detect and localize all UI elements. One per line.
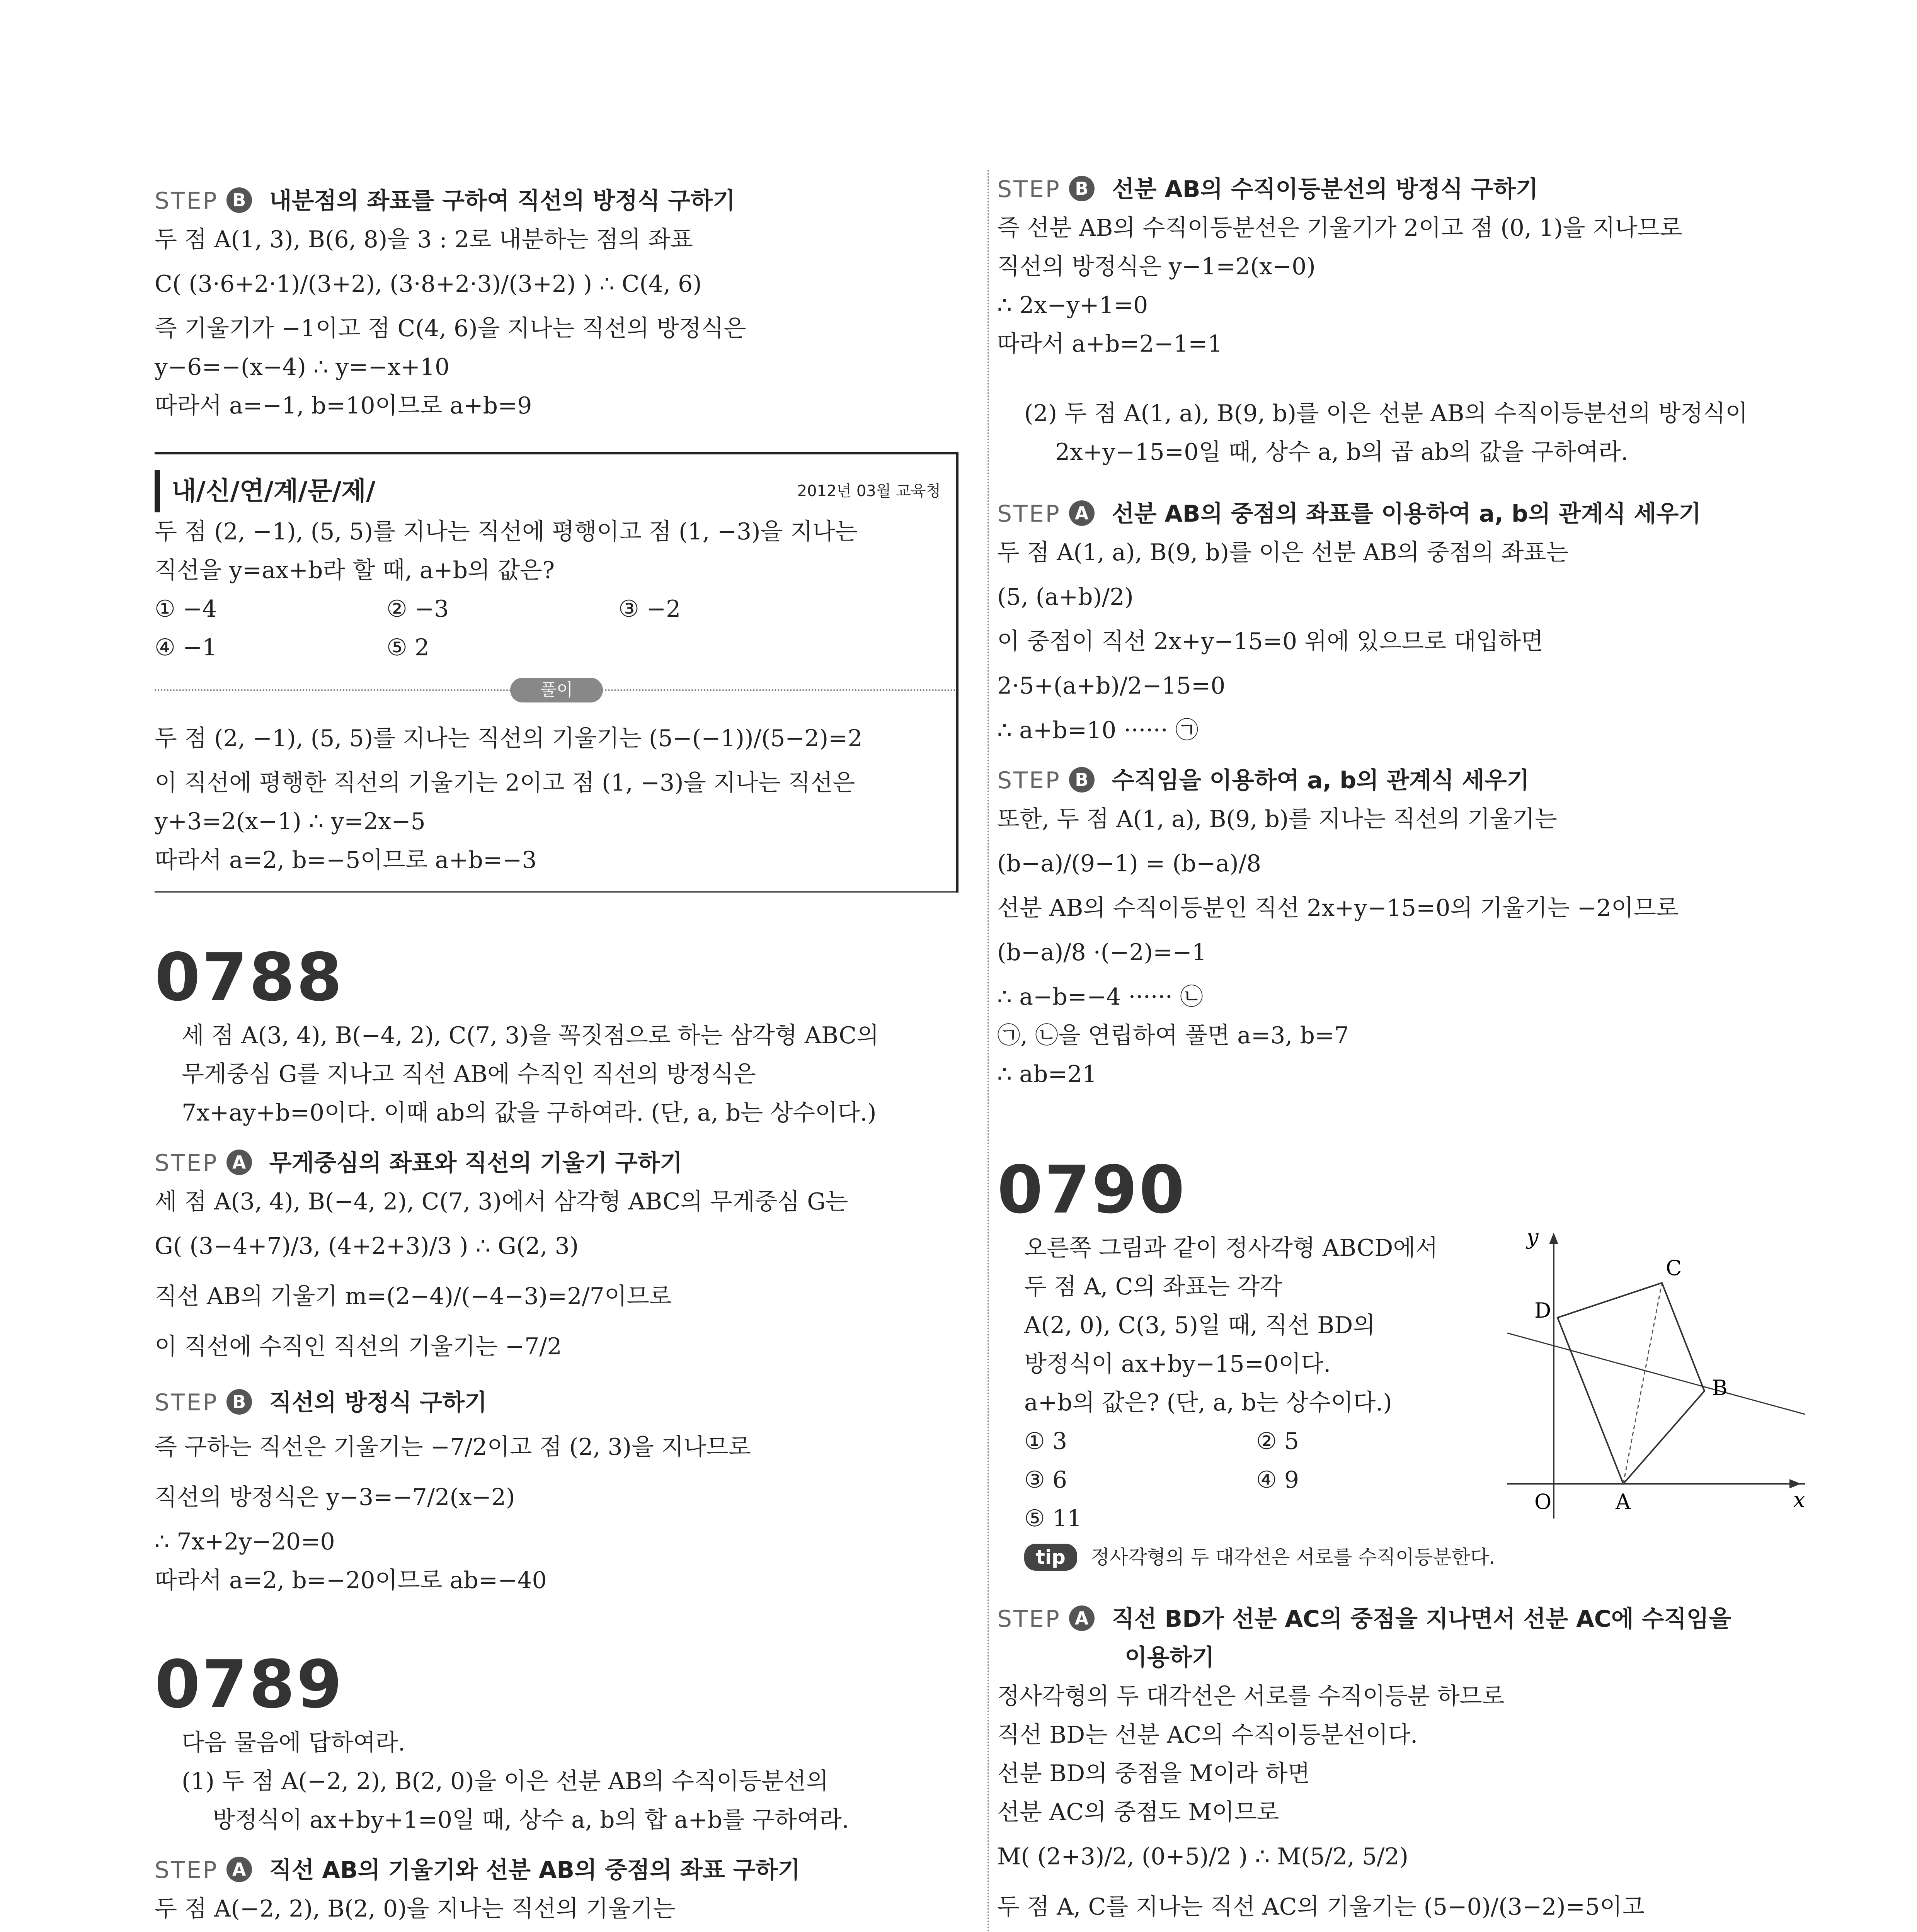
- step-b-heading: [997, 170, 1809, 209]
- text-line: 즉 기울기가 −1이고 점 C(4, 6)을 지나는 직선의 방정식은: [155, 315, 746, 342]
- y-axis-label: y: [1527, 1229, 1539, 1249]
- solution-separator: [155, 667, 956, 713]
- choice: ④ 9: [1256, 1466, 1299, 1493]
- question-line: 7x+ay+b=0이다. 이때 ab의 값을 구하여라. (단, a, b는 상수이다.): [182, 1099, 877, 1126]
- math-line: ∴ a−b=−4 ······ ㉡: [997, 983, 1203, 1010]
- diagonal-ac: [1623, 1283, 1662, 1484]
- choice-row: [155, 628, 956, 667]
- math-line: M( (2+3)/2, (0+5)/2 ) ∴ M(5/2, 5/2): [997, 1843, 1409, 1870]
- step-title: 직선 BD가 선분 AC의 중점을 지나면서 선분 AC에 수직임을: [1112, 1605, 1731, 1633]
- step-tag: STEP: [997, 176, 1061, 203]
- point-a-label: A: [1616, 1490, 1631, 1514]
- step-letter-badge: B: [226, 1389, 252, 1415]
- math-line: ∴ ab=21: [997, 1061, 1097, 1088]
- text-line: 두 점 A(1, 3), B(6, 8)을 3 : 2로 내분하는 점의 좌표: [155, 226, 693, 253]
- step-title: 수직임을 이용하여 a, b의 관계식 세우기: [1112, 767, 1529, 794]
- line-bd: [1507, 1333, 1805, 1414]
- step-title: 직선 AB의 기울기와 선분 AB의 중점의 좌표 구하기: [269, 1857, 800, 1884]
- step-title: 선분 AB의 중점의 좌표를 이용하여 a, b의 관계식 세우기: [1112, 500, 1701, 527]
- step-tag: STEP: [155, 1389, 218, 1416]
- text-line: ㉠, ㉡을 연립하여 풀면 a=3, b=7: [997, 1022, 1349, 1049]
- choice: ⑤ 11: [1024, 1505, 1082, 1532]
- step-b-heading: [997, 761, 1809, 800]
- choice: ① −4: [155, 595, 217, 622]
- tip-badge: tip: [1024, 1544, 1077, 1571]
- choice: ③ −2: [618, 595, 681, 622]
- solution-line: 따라서 a=2, b=−5이므로 a+b=−3: [155, 847, 537, 874]
- spacer: [997, 363, 1809, 394]
- step-tag: STEP: [997, 1605, 1061, 1633]
- step-a-heading: [997, 1600, 1809, 1638]
- math-line: [155, 1928, 958, 1932]
- step-tag: STEP: [155, 1150, 218, 1177]
- point-d-label: D: [1534, 1298, 1551, 1323]
- math-line: G( (3−4+7)/3, (4+2+3)/3 ) ∴ G(2, 3): [155, 1233, 579, 1260]
- text-line: 또한, 두 점 A(1, a), B(9, b)를 지나는 직선의 기울기는: [997, 806, 1557, 833]
- choice-row: [155, 590, 956, 628]
- question-line: 방정식이 ax+by+1=0일 때, 상수 a, b의 합 a+b를 구하여라.: [213, 1806, 849, 1833]
- question-line: 다음 물음에 답하여라.: [182, 1729, 405, 1756]
- math-line: y−6=−(x−4) ∴ y=−x+10: [155, 354, 450, 381]
- problem-number-0790: 0790: [997, 1152, 1187, 1228]
- x-axis-label: x: [1793, 1488, 1805, 1512]
- problem-number-0788: 0788: [155, 939, 344, 1016]
- step-title: 내분점의 좌표를 구하여 직선의 방정식 구하기: [269, 187, 735, 214]
- question-line: 무게중심 G를 지나고 직선 AB에 수직인 직선의 방정식은: [182, 1061, 756, 1088]
- solution-label: 풀이: [510, 678, 603, 702]
- step-title: 무게중심의 좌표와 직선의 기울기 구하기: [269, 1150, 683, 1177]
- question-line: 두 점 A, C의 좌표는 각각: [1024, 1273, 1282, 1300]
- text-line: 따라서 a+b=2−1=1: [997, 330, 1222, 357]
- left-column: [155, 170, 958, 1932]
- math-line: (b−a)/(9−1) = (b−a)/8: [997, 850, 1261, 877]
- step-letter-badge: B: [1069, 767, 1095, 793]
- step-title: 직선의 방정식 구하기: [269, 1389, 487, 1416]
- math-line: (5, (a+b)/2): [997, 583, 1134, 611]
- step-letter-badge: A: [1069, 1605, 1095, 1631]
- math-line: 두 점 A, C를 지나는 직선 AC의 기울기는 (5−0)/(3−2)=5이고: [997, 1893, 1645, 1920]
- text-line: 따라서 a=2, b=−20이므로 ab=−40: [155, 1567, 547, 1594]
- square-coordinate-figure: [1500, 1229, 1809, 1522]
- question-line: 방정식이 ax+by−15=0이다.: [1024, 1350, 1331, 1378]
- question-line: A(2, 0), C(3, 5)일 때, 직선 BD의: [1024, 1312, 1376, 1339]
- text-line: 선분 BD의 중점을 M이라 하면: [997, 1760, 1310, 1787]
- text-line: 정사각형의 두 대각선은 서로를 수직이등분 하므로: [997, 1683, 1505, 1710]
- text-line: 두 점 A(−2, 2), B(2, 0)을 지나는 직선의 기울기는: [155, 1895, 676, 1922]
- step-a-heading: [997, 495, 1809, 533]
- y-axis-arrow-icon: [1549, 1233, 1558, 1244]
- math-line: ∴ 2x−y+1=0: [997, 292, 1148, 319]
- box-heading: [155, 470, 956, 512]
- right-column: [997, 170, 1809, 1932]
- step-letter-badge: A: [226, 1857, 252, 1882]
- step-tag: STEP: [997, 500, 1061, 527]
- math-line: ∴ 7x+2y−20=0: [155, 1528, 335, 1555]
- solution-line: 이 직선에 평행한 직선의 기울기는 2이고 점 (1, −3)을 지나는 직선은: [155, 769, 855, 796]
- math-line: 즉 구하는 직선은 기울기는 −7/2이고 점 (2, 3)을 지나므로: [155, 1434, 751, 1461]
- text-line: 따라서 a=−1, b=10이므로 a+b=9: [155, 392, 532, 419]
- choice: ① 3: [1024, 1428, 1067, 1455]
- math-line: C( (3·6+2·1)/(3+2), (3·8+2·3)/(3+2) ) ∴ C(4, 6): [155, 270, 702, 298]
- origin-label: O: [1534, 1490, 1552, 1514]
- question-line: 세 점 A(3, 4), B(−4, 2), C(7, 3)을 꼭짓점으로 하는 삼각형 ABC의: [182, 1022, 879, 1049]
- text-line: 두 점 A(1, a), B(9, b)를 이은 선분 AB의 중점의 좌표는: [997, 539, 1569, 566]
- text-line: 이 중점이 직선 2x+y−15=0 위에 있으므로 대입하면: [997, 628, 1544, 655]
- math-line: 직선 AB의 기울기 m=(2−4)/(−4−3)=2/7이므로: [155, 1283, 672, 1310]
- choice: ② 5: [1256, 1428, 1299, 1455]
- step-b-heading: [155, 182, 958, 220]
- box-source: 2012년 03월 교육청: [797, 482, 941, 500]
- tip-line: [997, 1538, 1809, 1577]
- math-line: 2·5+(a+b)/2−15=0: [997, 672, 1226, 699]
- text-line: 직선 BD는 선분 AC의 수직이등분선이다.: [997, 1721, 1418, 1748]
- solution-line: 두 점 (2, −1), (5, 5)를 지나는 직선의 기울기는 (5−(−1))/(5−2)=2: [155, 725, 863, 752]
- math-line: 이 직선에 수직인 직선의 기울기는 −7/2: [155, 1333, 562, 1360]
- text-line: 선분 AB의 수직이등분인 직선 2x+y−15=0의 기울기는 −2이므로: [997, 895, 1679, 922]
- problem-0790-body: [997, 1229, 1809, 1577]
- step-letter-badge: B: [226, 187, 252, 213]
- question-line: 직선을 y=ax+b라 할 때, a+b의 값은?: [155, 557, 555, 584]
- step-letter-badge: A: [226, 1150, 252, 1175]
- related-problem-box: [155, 452, 958, 893]
- math-line: ∴ a+b=10 ······ ㉠: [997, 717, 1199, 744]
- square-abcd: [1558, 1283, 1704, 1484]
- choice: ⑤ 2: [386, 634, 430, 661]
- step-a-heading: [155, 1144, 958, 1182]
- text-line: 즉 선분 AB의 수직이등분선은 기울기가 2이고 점 (0, 1)을 지나므로: [997, 214, 1682, 242]
- box-bottom-rule: [155, 891, 956, 893]
- choice: ③ 6: [1024, 1466, 1067, 1493]
- point-c-label: C: [1666, 1256, 1682, 1280]
- question-line: 두 점 (2, −1), (5, 5)를 지나는 직선에 평행이고 점 (1, −3)을 지나는: [155, 518, 858, 545]
- solution-line: y+3=2(x−1) ∴ y=2x−5: [155, 808, 426, 835]
- choice: ② −3: [386, 595, 449, 622]
- question-line: (2) 두 점 A(1, a), B(9, b)를 이은 선분 AB의 수직이등분선의 방정식이: [1024, 400, 1748, 427]
- math-line: (b−a)/8 ·(−2)=−1: [997, 939, 1207, 966]
- column-divider: [987, 170, 989, 1932]
- math-line: 직선의 방정식은 y−3=−7/2(x−2): [155, 1484, 515, 1511]
- step-letter-badge: B: [1069, 176, 1095, 201]
- step-tag: STEP: [997, 767, 1061, 794]
- step-tag: STEP: [155, 1857, 218, 1884]
- step-tag: STEP: [155, 187, 218, 214]
- question-line: 오른쪽 그림과 같이 정사각형 ABCD에서: [1024, 1235, 1438, 1262]
- step-b-heading: [155, 1383, 958, 1422]
- question-line: 2x+y−15=0일 때, 상수 a, b의 곱 ab의 값을 구하여라.: [1055, 439, 1628, 466]
- question-line: (1) 두 점 A(−2, 2), B(2, 0)을 이은 선분 AB의 수직이등분선의: [182, 1768, 829, 1795]
- step-title: 선분 AB의 수직이등분선의 방정식 구하기: [1112, 176, 1538, 203]
- text-line: 선분 AC의 중점도 M이므로: [997, 1799, 1279, 1826]
- question-line: a+b의 값은? (단, a, b는 상수이다.): [1024, 1389, 1392, 1416]
- step-a-heading: [155, 1851, 958, 1889]
- step-title-continued: 이용하기: [1125, 1644, 1214, 1671]
- box-title: 내/신/연/계/문/제/: [172, 476, 376, 506]
- point-b-label: B: [1712, 1376, 1728, 1400]
- choice: ④ −1: [155, 634, 217, 661]
- math-line: 직선의 방정식은 y−1=2(x−0): [997, 253, 1316, 280]
- step-letter-badge: A: [1069, 500, 1095, 526]
- text-line: 세 점 A(3, 4), B(−4, 2), C(7, 3)에서 삼각형 ABC의 무게중심 G는: [155, 1188, 848, 1215]
- problem-number-0789: 0789: [155, 1646, 344, 1723]
- tip-text: 정사각형의 두 대각선은 서로를 수직이등분한다.: [1091, 1546, 1495, 1568]
- x-axis-arrow-icon: [1789, 1479, 1801, 1488]
